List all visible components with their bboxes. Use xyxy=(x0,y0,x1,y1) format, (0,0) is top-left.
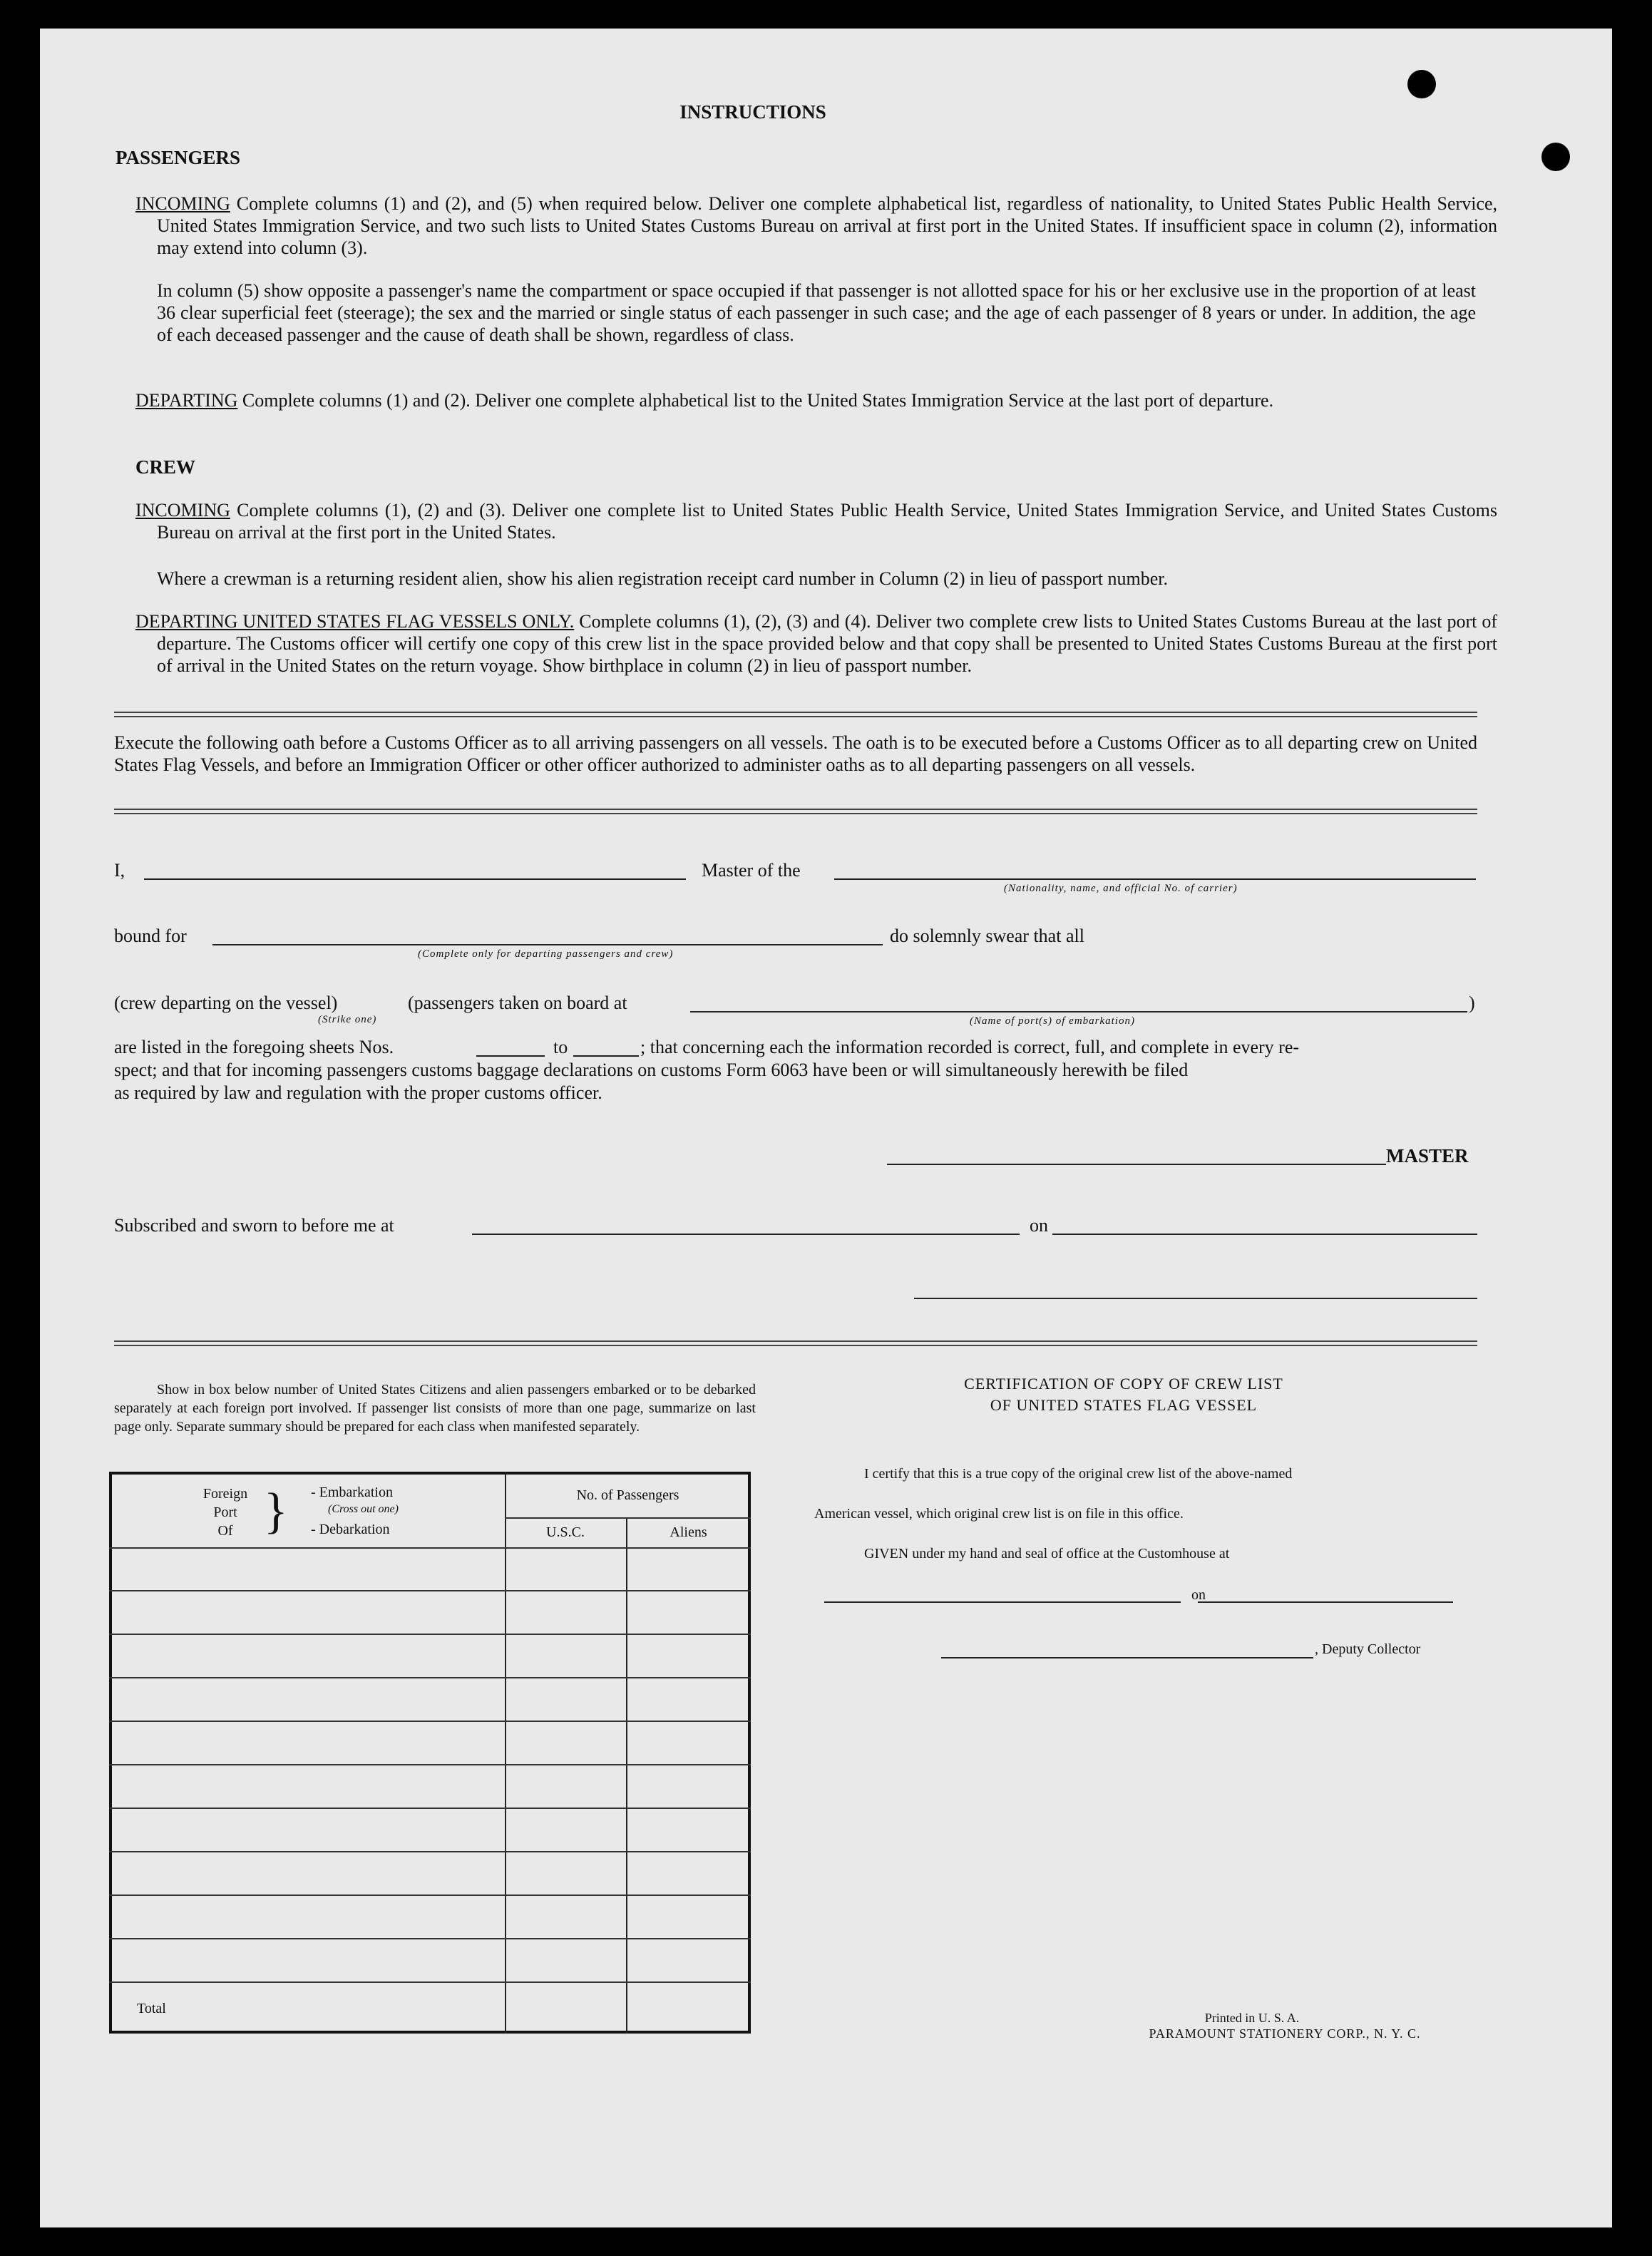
sworn-on-label: on xyxy=(1030,1215,1048,1236)
table-row-divider xyxy=(109,1808,751,1809)
brace-icon: } xyxy=(264,1484,288,1539)
foreign-label: Foreign xyxy=(202,1486,248,1502)
aliens-header: Aliens xyxy=(669,1524,707,1540)
crew-incoming-label: INCOMING xyxy=(135,500,230,521)
form-page xyxy=(40,29,1612,2227)
sheet-to-field[interactable] xyxy=(573,1055,639,1057)
certification-heading-2: OF UNITED STATES FLAG VESSEL xyxy=(990,1396,1258,1414)
passengers-departing-paragraph xyxy=(135,389,1497,411)
divider xyxy=(505,1472,506,2034)
crew-incoming-text: Complete columns (1), (2) and (3). Deliver one complete list to United States Public Health Service, United States Immigration Service, and United States Customs Bureau on arrival at the first port in the United States. xyxy=(157,500,1497,543)
no-passengers-header: No. of Passengers xyxy=(576,1487,679,1503)
table-row-divider xyxy=(109,1851,751,1852)
carrier-hint: (Nationality, name, and official No. of carrier) xyxy=(1004,883,1238,894)
table-row-divider xyxy=(109,1764,751,1765)
master-label: MASTER xyxy=(1386,1145,1469,1167)
crew-incoming-paragraph xyxy=(135,499,1497,543)
column5-paragraph: In column (5) show opposite a passenger's name the compartment or space occupied if that passenger is not allotted space for his or her exclusive use in the proportion of at least 36 clear superficial feet (steerage); the sex and the married or single status of each passenger in such case; and the age of each passenger of 8 years or under. In addition, the age of each deceased passenger and the cause of death shall be shown, regardless of class. xyxy=(157,280,1476,345)
officer-signature-field[interactable] xyxy=(914,1298,1477,1299)
bound-for-field[interactable] xyxy=(212,944,883,945)
listed-sheets-d: as required by law and regulation with the proper customs officer. xyxy=(114,1082,602,1103)
customhouse-field[interactable] xyxy=(824,1601,1181,1603)
strike-one-hint: (Strike one) xyxy=(318,1014,377,1025)
divider xyxy=(505,1517,751,1519)
crew-heading: CREW xyxy=(135,456,196,478)
master-signature-field[interactable] xyxy=(887,1164,1386,1165)
passengers-departing-text: Complete columns (1) and (2). Deliver one complete alphabetical list to the United States Immigration Service at the last port of departure. xyxy=(242,390,1274,411)
divider xyxy=(114,712,1477,717)
embarkation-port-field[interactable] xyxy=(690,1011,1467,1012)
listed-sheets-to: to xyxy=(553,1037,568,1057)
of-label: Of xyxy=(217,1523,233,1539)
close-paren: ) xyxy=(1469,993,1475,1013)
solemnly-text: do solemnly swear that all xyxy=(890,926,1084,946)
certification-line-3: GIVEN under my hand and seal of office at the Customhouse at xyxy=(864,1546,1230,1562)
embarkation-label: - Embarkation xyxy=(311,1485,393,1500)
passengers-incoming-text: Complete columns (1) and (2), and (5) when required below. Deliver one complete alphabetical list, regardless of nationality, to United States Public Health Service, United States Immigration Service, and two such lists to United States Customs Bureau on arrival at first port in the United States. If insufficient space in column (2), information may extend into column (3). xyxy=(157,193,1498,258)
passengers-heading: PASSENGERS xyxy=(116,147,241,168)
table-row-divider xyxy=(109,1590,751,1591)
listed-sheets-c: spect; and that for incoming passengers customs baggage declarations on customs Form 6063 have been or will simultaneously herewith be filed xyxy=(114,1060,1189,1080)
table-row-divider xyxy=(109,1721,751,1722)
certification-date-field[interactable] xyxy=(1198,1601,1453,1603)
crew-flag-paragraph xyxy=(135,610,1497,677)
passengers-incoming-paragraph xyxy=(135,193,1497,259)
usc-header: U.S.C. xyxy=(546,1524,585,1540)
carrier-field[interactable] xyxy=(834,878,1476,880)
sworn-location-field[interactable] xyxy=(472,1234,1020,1235)
page-title: INSTRUCTIONS xyxy=(679,101,826,123)
deputy-collector-label: , Deputy Collector xyxy=(1315,1641,1421,1657)
divider xyxy=(114,809,1477,814)
table-row-divider xyxy=(109,1547,751,1549)
oath-i: I, xyxy=(114,860,125,881)
deputy-signature-field[interactable] xyxy=(941,1657,1313,1658)
printed-in-usa: Printed in U. S. A. xyxy=(1204,2011,1300,2025)
crew-flag-text: Complete columns (1), (2), (3) and (4). Deliver two complete crew lists to United States Customs Bureau at the last port of departure. The Customs officer will certify one copy of this crew list in the space provided below and that copy shall be presented to United States Customs Bureau at the first port of arrival in the United States on the return voyage. Show birthplace in column (2) in lieu of passport number. xyxy=(157,611,1497,676)
divider xyxy=(114,1340,1477,1346)
sworn-date-field[interactable] xyxy=(1052,1234,1477,1235)
passengers-taken-option: (passengers taken on board at xyxy=(408,993,627,1013)
subscribed-label: Subscribed and sworn to before me at xyxy=(114,1215,394,1236)
cross-out-hint: (Cross out one) xyxy=(328,1503,399,1515)
certification-line-2: American vessel, which original crew list is on file in this office. xyxy=(814,1506,1184,1522)
listed-sheets-a: are listed in the foregoing sheets Nos. xyxy=(114,1037,394,1057)
listed-sheets-b: ; that concerning each the information recorded is correct, full, and complete in every re- xyxy=(640,1037,1300,1057)
port-hint: (Name of port(s) of embarkation) xyxy=(970,1015,1135,1027)
passengers-departing-label: DEPARTING xyxy=(135,390,238,411)
certification-on-label: on xyxy=(1191,1587,1206,1603)
foreign-port-of-label xyxy=(195,1485,255,1540)
certification-line-1: I certify that this is a true copy of the original crew list of the above-named xyxy=(864,1466,1293,1482)
total-label: Total xyxy=(137,2001,166,2016)
bound-for-hint: (Complete only for departing passengers and crew) xyxy=(418,948,674,960)
printer-name: PARAMOUNT STATIONERY CORP., N. Y. C. xyxy=(1149,2026,1421,2041)
table-row-divider xyxy=(109,1894,751,1896)
debarkation-label: - Debarkation xyxy=(311,1522,390,1537)
table-row-divider xyxy=(109,1938,751,1939)
sheet-from-field[interactable] xyxy=(476,1055,545,1057)
table-row-divider xyxy=(109,1677,751,1678)
punch-hole-icon xyxy=(1407,70,1436,98)
punch-hole-icon xyxy=(1541,143,1570,171)
table-row-divider xyxy=(109,1981,751,1983)
summary-note: Show in box below number of United States Citizens and alien passengers embarked or to be debarked separately at each foreign port involved. If passenger list consists of more than one page, summarize on last page only. Separate summary should be prepared for each class when manifested separately. xyxy=(114,1382,756,1435)
table-row-divider xyxy=(109,1634,751,1635)
crew-departing-option: (crew departing on the vessel) xyxy=(114,993,338,1013)
passengers-incoming-label: INCOMING xyxy=(135,193,230,214)
oath-instruction: Execute the following oath before a Customs Officer as to all arriving passengers on all vessels. The oath is to be executed before a Customs Officer as to all departing crew on United States Flag Vessels, and before an Immigration Officer or other officer authorized to administer oaths as to all departing passengers on all vessels. xyxy=(114,732,1477,775)
bound-for-label: bound for xyxy=(114,926,187,946)
port-label: Port xyxy=(213,1504,237,1520)
crew-resident-paragraph: Where a crewman is a returning resident alien, show his alien registration receipt card number in Column (2) in lieu of passport number. xyxy=(157,568,1169,589)
divider xyxy=(626,1517,627,2034)
certification-heading-1: CERTIFICATION OF COPY OF CREW LIST xyxy=(964,1375,1283,1393)
summary-table-frame xyxy=(109,1472,751,2034)
crew-flag-label: DEPARTING UNITED STATES FLAG VESSELS ONLY. xyxy=(135,611,575,632)
master-name-field[interactable] xyxy=(144,878,686,880)
master-of-the-label: Master of the xyxy=(702,860,801,881)
